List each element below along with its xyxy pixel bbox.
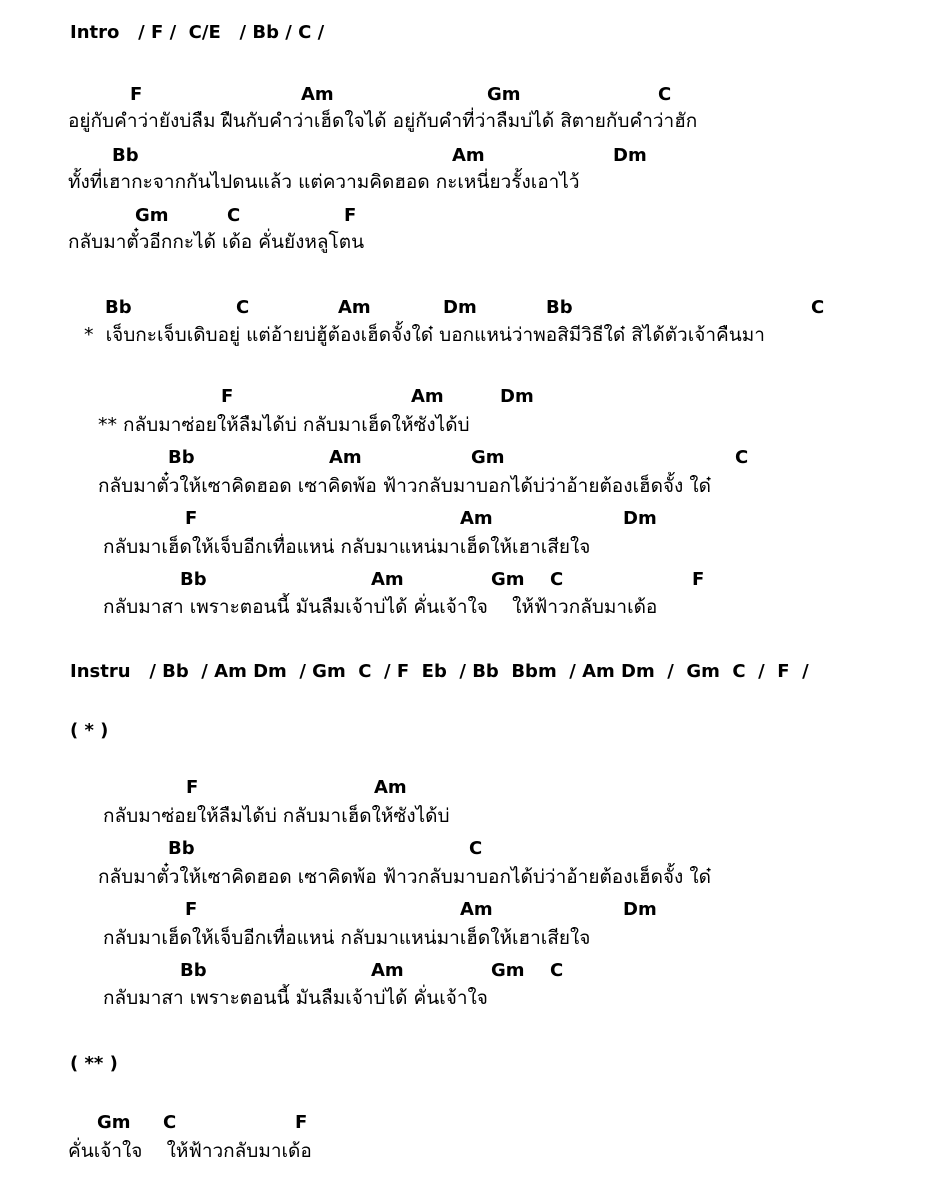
chord: Gm: [491, 960, 525, 981]
lyric-line: กลับมาสา เพราะตอนนี้ มันลืมเจ้าบ่ได้ คั่นเจ้าใจ ให้ฟ้าวกลับมาเด้อ: [103, 596, 658, 618]
lyric-line: * เจ็บกะเจ็บเดิบอยู่ แต่อ้ายบ่ฮู้ต้องเฮ็ดจั้งใด๋ บอกแหน่ว่าพอสิมีวิธีใด๋ สิได้ตัวเจ้าคืนมา: [78, 324, 765, 346]
chord: Gm: [97, 1112, 131, 1133]
chord: Dm: [443, 297, 477, 318]
chord: C: [550, 960, 564, 981]
chord: Dm: [623, 899, 657, 920]
chord: Dm: [500, 386, 534, 407]
chord: Bb: [546, 297, 573, 318]
lyric-line: ** กลับมาซ่อยให้ลืมได้บ่ กลับมาเฮ็ดให้ซังได้บ่: [98, 414, 470, 436]
chord: C: [550, 569, 564, 590]
lyric-line: กลับมาสา เพราะตอนนี้ มันลืมเจ้าบ่ได้ คั่นเจ้าใจ: [103, 987, 488, 1009]
chord: Am: [374, 777, 407, 798]
chord: Am: [301, 84, 334, 105]
chord: Am: [338, 297, 371, 318]
chord: Gm: [491, 569, 525, 590]
chord: F: [185, 508, 198, 529]
lyric-line: กลับมาเฮ็ดให้เจ็บอีกเทื่อแหน่ กลับมาแหน่มาเฮ็ดให้เฮาเสียใจ: [103, 536, 591, 558]
repeat-marker: ( * ): [70, 720, 109, 741]
chord: Am: [411, 386, 444, 407]
chord: C: [811, 297, 825, 318]
chord: Gm: [471, 447, 505, 468]
chord: F: [344, 205, 357, 226]
chord: F: [185, 899, 198, 920]
chord: Dm: [623, 508, 657, 529]
chord: Bb: [180, 569, 207, 590]
chord: C: [163, 1112, 177, 1133]
repeat-marker: ( ** ): [70, 1053, 118, 1074]
chord: Bb: [105, 297, 132, 318]
lyric-line: กลับมาตั๋วให้เซาคิดฮอด เซาคิดพ้อ ฟ้าวกลับมาบอกได้บ่ว่าอ้ายต้องเฮ็ดจั้ง ใด๋: [98, 866, 711, 888]
lyric-line: กลับมาเฮ็ดให้เจ็บอีกเทื่อแหน่ กลับมาแหน่มาเฮ็ดให้เฮาเสียใจ: [103, 927, 591, 949]
chord: Bb: [180, 960, 207, 981]
lyric-line: อยู่กับคำว่ายังบ่ลืม ฝืนกับคำว่าเฮ็ดใจได้ อยู่กับคำที่ว่าลืมบ่ได้ สิตายกับคำว่าฮัก: [68, 110, 698, 132]
lyric-line: ทั้งที่เฮากะจากกันไปดนแล้ว แต่ความคิดฮอด กะเหนี่ยวรั้งเอาไว้: [68, 171, 580, 193]
lyric-line: กลับมาซ่อยให้ลืมได้บ่ กลับมาเฮ็ดให้ซังได้บ่: [103, 805, 450, 827]
chord: F: [692, 569, 705, 590]
lyric-line: กลับมาตั๋วอีกกะได้ เด้อ คั่นยังหลูโตน: [68, 231, 365, 253]
chord: C: [658, 84, 672, 105]
chord: C: [227, 205, 241, 226]
chord: C: [469, 838, 483, 859]
instru-line: Instru / Bb / Am Dm / Gm C / F Eb / Bb Bbm / Am Dm / Gm C / F /: [70, 661, 809, 682]
chord: Am: [460, 899, 493, 920]
chord: F: [295, 1112, 308, 1133]
lyric-line: กลับมาตั๋วให้เซาคิดฮอด เซาคิดพ้อ ฟ้าวกลับมาบอกได้บ่ว่าอ้ายต้องเฮ็ดจั้ง ใด๋: [98, 475, 711, 497]
chord: F: [186, 777, 199, 798]
chord: F: [221, 386, 234, 407]
chord: Am: [371, 569, 404, 590]
chord: Am: [329, 447, 362, 468]
chord: Bb: [168, 838, 195, 859]
chord: Am: [460, 508, 493, 529]
lyric-line: คั่นเจ้าใจ ให้ฟ้าวกลับมาเด้อ: [68, 1140, 312, 1162]
chord: C: [236, 297, 250, 318]
chord: Am: [371, 960, 404, 981]
chord: C: [735, 447, 749, 468]
chord: Dm: [613, 145, 647, 166]
chord: F: [130, 84, 143, 105]
chord: Bb: [168, 447, 195, 468]
intro-line: Intro / F / C/E / Bb / C /: [70, 22, 325, 43]
chord: Am: [452, 145, 485, 166]
chord: Gm: [135, 205, 169, 226]
chord: Bb: [112, 145, 139, 166]
chord: Gm: [487, 84, 521, 105]
